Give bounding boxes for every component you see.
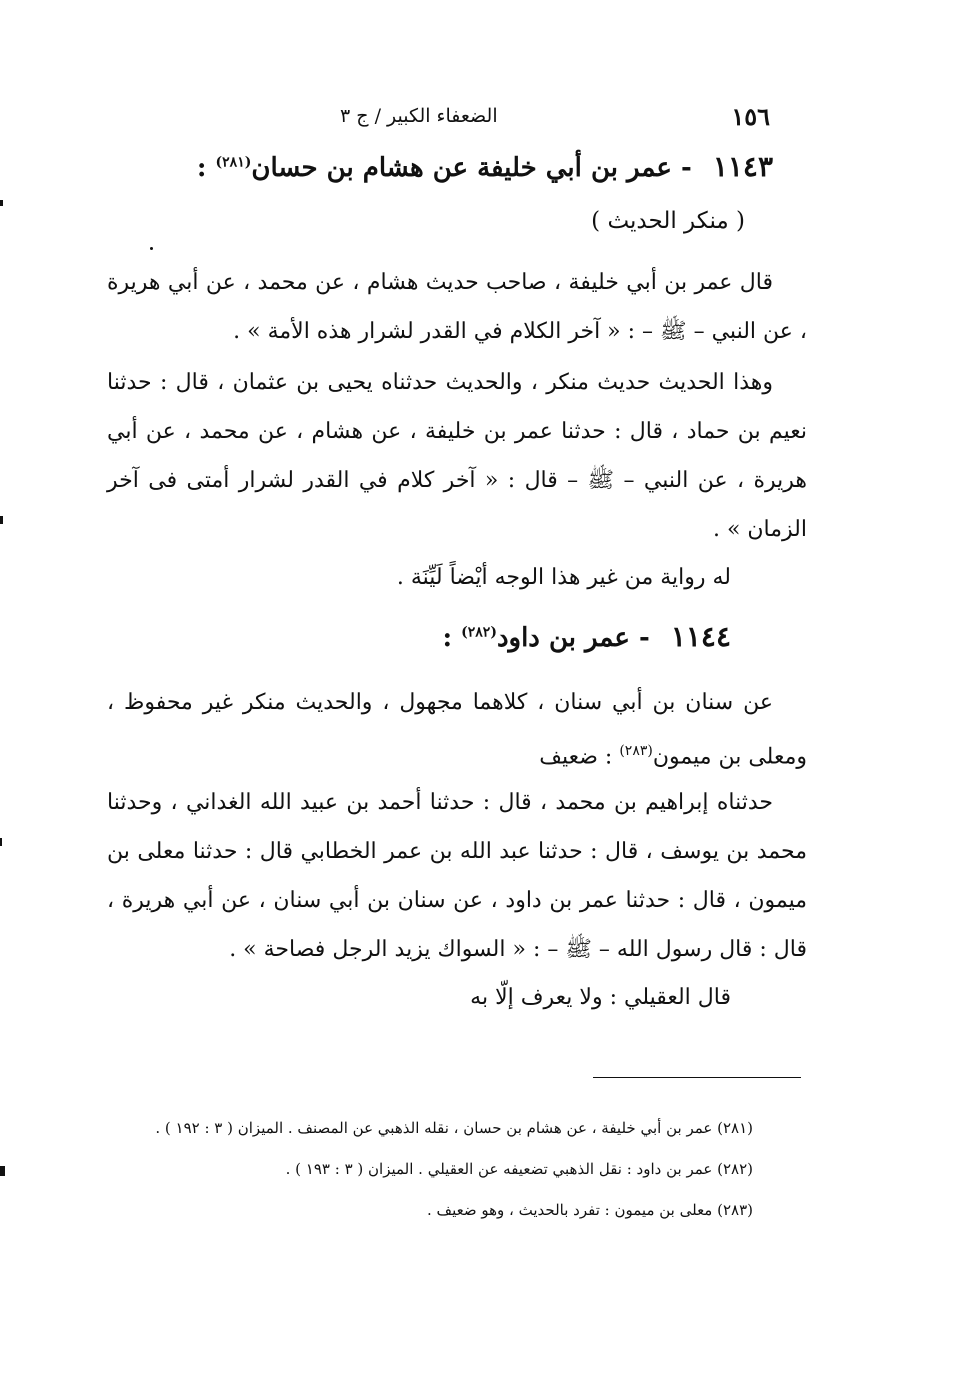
entry-paragraph [107, 258, 807, 356]
paragraph-text: قال عمر بن أبي خليفة ، صاحب حديث هشام ، عن محمد ، عن أبي هريرة ، عن النبي – ﷺ – : « آخر الكلام في القدر لشرار هذه الأمة » . [107, 270, 807, 344]
entry-paragraph [107, 358, 807, 554]
entry-colon: : [442, 623, 453, 653]
entry-paragraph [107, 778, 807, 974]
entry-colon: : [196, 153, 207, 183]
footnote-divider [593, 1077, 801, 1078]
scan-edge-mark [0, 838, 2, 846]
scan-speck [150, 247, 153, 250]
entry-dash: - [638, 623, 650, 653]
footnote: (٢٨١) عمر بن أبي خليفة ، عن هشام بن حسان ، نقله الذهبي عن المصنف . الميزان ( ٣ : ١٩٢ ) . [155, 1119, 753, 1137]
entry-grade: ( منكر الحديث ) [591, 208, 745, 234]
entry-paragraph [311, 553, 731, 602]
paragraph-text: له رواية من غير هذا الوجه أيْضاً لَيِّنَة . [396, 565, 731, 590]
footnotes [103, 1115, 753, 1238]
footnote-ref: (٢٨١) [215, 154, 252, 171]
running-header [340, 96, 770, 136]
entry-number: ١١٤٤ [670, 620, 731, 653]
entry-dash: - [680, 153, 692, 183]
footnote: (٢٨٢) عمر بن داود : نقل الذهبي تضعيفه عن العقيلي . الميزان ( ٣ : ١٩٣ ) . [285, 1160, 753, 1178]
paragraph-text: حدثناه إبراهيم بن محمد ، قال : حدثنا أحمد بن عبيد الله الغداني ، وحدثنا محمد بن يوسف ، قال : حدثنا عبد الله بن عمر الخطابي قال : حدثنا معلى بن ميمون ، قال : حدثنا عمر بن داود ، عن سنان بن أبي سنان ، عن أبي هريرة ، قال : قال رسول الله – ﷺ – : « السواك يزيد الرجل فصاحة » . [107, 790, 807, 962]
entry-heading-1143 [197, 150, 773, 183]
footnote-ref: (٢٨٢) [461, 624, 497, 641]
scan-edge-mark [0, 200, 3, 206]
paragraph-text: وهذا الحديث حديث منكر ، والحديث حدثناه يحيى بن عثمان ، قال : حدثنا نعيم بن حماد ، قال : حدثنا عمر بن خليفة ، عن هشام ، عن محمد ، عن أبي هريرة ، عن النبي – ﷺ – قال : « آخر كلام في القدر لشرار أمتى فى آخر الزمان » . [107, 370, 807, 542]
entry-name: عمر بن داود [496, 623, 630, 653]
running-book-title: الضعفاء الكبير / ج ٣ [340, 105, 498, 127]
intro-text: عن سنان بن أبي سنان ، كلاهما مجهول ، والحديث منكر غير محفوظ ، ومعلى بن ميمون [107, 690, 807, 770]
entry-paragraph [311, 973, 731, 1022]
paragraph-text: قال العقيلي : ولا يعرف إلّا به [470, 985, 731, 1010]
page-number: ١٥٦ [731, 101, 770, 131]
footnote: (٢٨٣) معلى بن ميمون : تفرد بالحديث ، وهو ضعيف . [427, 1201, 753, 1219]
scan-edge-mark [0, 1166, 5, 1176]
entry-heading-1144 [442, 620, 731, 653]
intro-text-tail: : ضعيف [539, 744, 620, 770]
footnote-ref: (٢٨٣) [619, 743, 653, 759]
entry-intro [107, 678, 807, 781]
entry-number: ١١٤٣ [712, 150, 773, 183]
entry-name: عمر بن أبي خليفة عن هشام بن حسان [251, 153, 672, 183]
scan-edge-mark [0, 516, 3, 524]
